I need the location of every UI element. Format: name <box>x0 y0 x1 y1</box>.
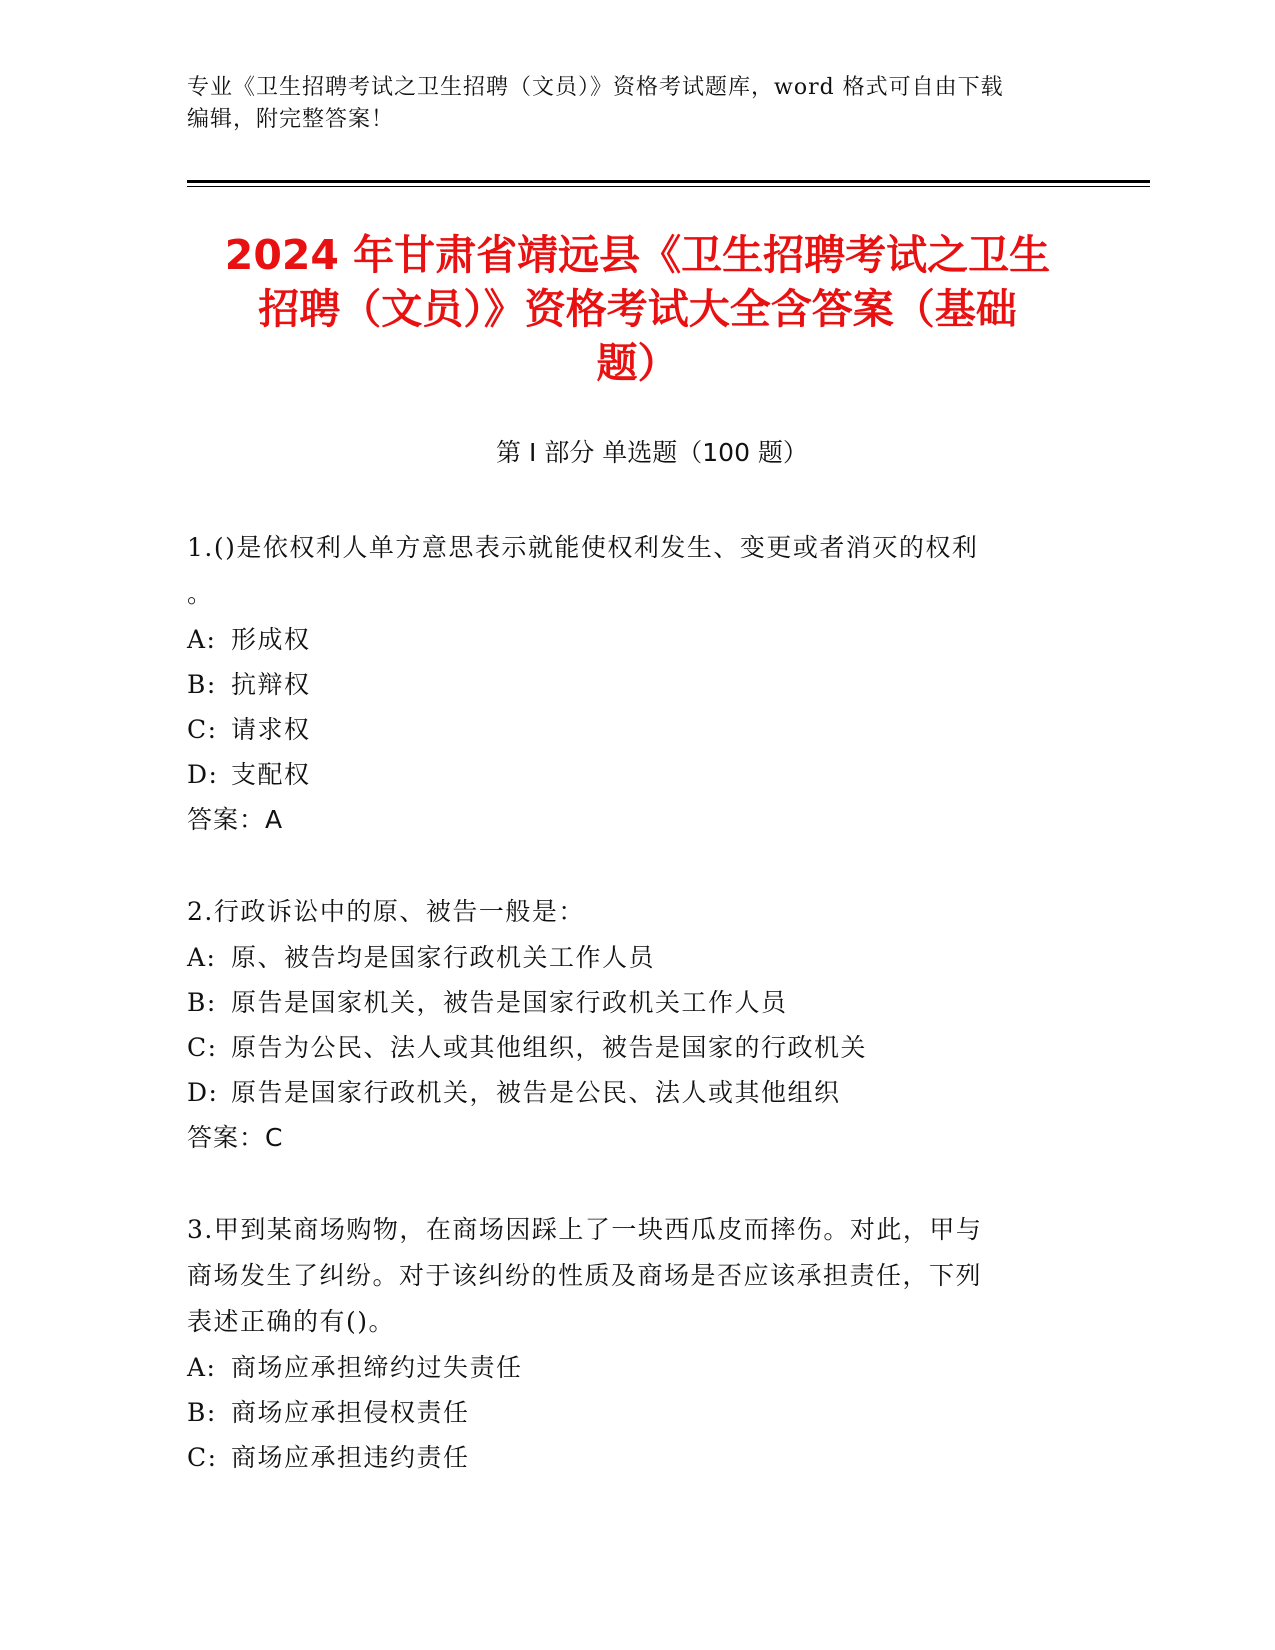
option-text: 原告是国家行政机关，被告是公民、法人或其他组织 <box>231 1078 841 1107</box>
header-note <box>187 72 1067 136</box>
option-text: 请求权 <box>231 715 311 744</box>
option-key: D: <box>187 760 219 789</box>
option-key: A: <box>187 1353 217 1382</box>
question-stem-line: 商场发生了纠纷。对于该纠纷的性质及商场是否应该承担责任，下列 <box>187 1261 983 1290</box>
answer-option-a <box>187 1345 1067 1390</box>
option-key: B: <box>187 988 217 1017</box>
answer-option-b <box>187 980 1067 1025</box>
option-text: 商场应承担违约责任 <box>231 1443 470 1472</box>
question-item <box>187 1207 1067 1480</box>
question-stem <box>187 1207 1067 1345</box>
document-title <box>170 228 1105 390</box>
option-text: 原告为公民、法人或其他组织，被告是国家的行政机关 <box>231 1033 868 1062</box>
question-item <box>187 525 1067 843</box>
section-heading: 第 I 部分 单选题（100 题） <box>496 438 808 467</box>
answer-option-c <box>187 707 1067 752</box>
option-key: C: <box>187 715 218 744</box>
answer-option-a <box>187 617 1067 662</box>
header-rule-thick <box>187 180 1150 183</box>
option-text: 支配权 <box>231 760 311 789</box>
title-line-2: 招聘（文员）》资格考试大全含答案（基础 <box>258 285 1017 333</box>
question-stem-line: 表述正确的有()。 <box>187 1307 396 1336</box>
answer-option-b <box>187 662 1067 707</box>
question-stem-line: 1.()是依权利人单方意思表示就能使权利发生、变更或者消灭的权利 <box>187 533 979 562</box>
question-stem <box>187 525 1067 617</box>
answer-key: 答案：C <box>187 1123 284 1152</box>
option-key: D: <box>187 1078 219 1107</box>
option-text: 原、被告均是国家行政机关工作人员 <box>231 943 656 972</box>
answer-option-c <box>187 1025 1067 1070</box>
question-stem-line: 2.行政诉讼中的原、被告一般是： <box>187 897 585 926</box>
option-key: C: <box>187 1443 218 1472</box>
option-text: 商场应承担侵权责任 <box>231 1398 470 1427</box>
question-stem-line: 。 <box>187 579 214 608</box>
option-text: 形成权 <box>231 625 311 654</box>
question-stem <box>187 889 1067 935</box>
answer-key: 答案：A <box>187 805 284 834</box>
option-key: C: <box>187 1033 218 1062</box>
question-item <box>187 889 1067 1161</box>
option-text: 抗辩权 <box>231 670 311 699</box>
option-key: A: <box>187 625 217 654</box>
option-text: 商场应承担缔约过失责任 <box>231 1353 523 1382</box>
answer-option-d <box>187 752 1067 797</box>
title-line-3: 题） <box>596 339 679 387</box>
answer-option-a <box>187 935 1067 980</box>
answer-option-d <box>187 1070 1067 1115</box>
option-key: B: <box>187 670 217 699</box>
option-text: 原告是国家机关，被告是国家行政机关工作人员 <box>231 988 788 1017</box>
header-rule-thin <box>187 186 1150 187</box>
option-key: B: <box>187 1398 217 1427</box>
answer-option-b <box>187 1390 1067 1435</box>
answer-option-c <box>187 1435 1067 1480</box>
option-key: A: <box>187 943 217 972</box>
header-note-line-2: 编辑，附完整答案！ <box>187 107 395 132</box>
title-line-1: 2024 年甘肃省靖远县《卫生招聘考试之卫生 <box>224 231 1051 279</box>
header-note-line-1: 专业《卫生招聘考试之卫生招聘（文员）》资格考试题库，word 格式可自由下载 <box>187 75 1004 100</box>
question-stem-line: 3.甲到某商场购物，在商场因踩上了一块西瓜皮而摔伤。对此，甲与 <box>187 1215 983 1244</box>
question-list <box>187 525 1067 1526</box>
